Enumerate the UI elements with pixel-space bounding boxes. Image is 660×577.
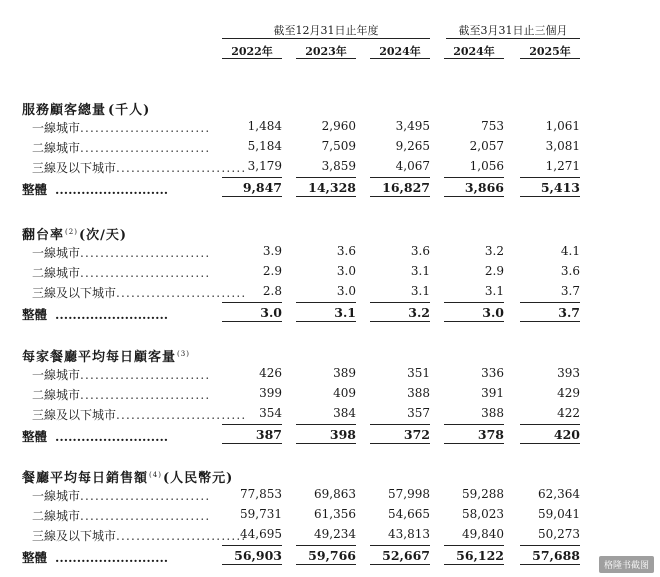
total-rule-top xyxy=(370,302,430,303)
table-cell: 58,023 xyxy=(462,507,504,521)
section-title xyxy=(22,99,150,118)
row-label xyxy=(32,527,247,544)
leader-dots: .......................... xyxy=(116,161,247,175)
row-label xyxy=(32,119,212,136)
table-cell: 351 xyxy=(407,366,430,380)
total-cell: 57,688 xyxy=(532,548,580,563)
total-rule-bottom xyxy=(444,196,504,197)
row-label-text: 一線城市 xyxy=(32,489,81,503)
table-cell: 399 xyxy=(259,386,282,400)
section-title-text: 餐廳平均每日銷售額 xyxy=(22,471,149,486)
total-label-text: 整體 xyxy=(22,182,48,197)
total-rule-bottom xyxy=(520,564,580,565)
total-rule-bottom xyxy=(370,443,430,444)
table-cell: 61,356 xyxy=(314,507,356,521)
table-cell: 49,840 xyxy=(462,527,504,541)
total-cell: 3.0 xyxy=(482,305,504,320)
table-cell: 9,265 xyxy=(395,139,430,153)
section-unit: (千人) xyxy=(108,103,151,118)
total-rule-bottom xyxy=(222,196,282,197)
table-cell: 57,998 xyxy=(388,487,430,501)
table-cell: 1,271 xyxy=(545,159,580,173)
total-rule-top xyxy=(444,177,504,178)
total-cell: 398 xyxy=(329,427,356,442)
total-label-text: 整體 xyxy=(22,307,48,322)
total-rule-bottom xyxy=(444,564,504,565)
leader-dots: .......................... xyxy=(55,182,169,197)
section-title-text: 服務顧客總量 xyxy=(22,103,107,118)
row-label xyxy=(32,386,212,403)
table-cell: 1,056 xyxy=(469,159,504,173)
total-rule-top xyxy=(520,302,580,303)
table-cell: 391 xyxy=(481,386,504,400)
leader-dots: .......................... xyxy=(55,307,169,322)
table-cell: 388 xyxy=(481,406,504,420)
table-cell: 3.1 xyxy=(484,284,504,298)
total-cell: 378 xyxy=(477,427,504,442)
table-cell: 3,081 xyxy=(545,139,580,153)
year-header-rule-2 xyxy=(370,58,430,59)
row-label-text: 三線及以下城市 xyxy=(32,286,117,300)
table-cell: 4.1 xyxy=(560,244,580,258)
total-cell: 3.1 xyxy=(334,305,356,320)
table-cell: 3.6 xyxy=(560,264,580,278)
row-label-text: 一線城市 xyxy=(32,246,81,260)
total-cell: 9,847 xyxy=(242,180,282,195)
section-unit: (次/天) xyxy=(78,228,127,243)
total-rule-top xyxy=(370,177,430,178)
year-header-rule-4 xyxy=(520,58,580,59)
table-cell: 3.1 xyxy=(410,264,430,278)
leader-dots: .......................... xyxy=(116,408,247,422)
total-cell: 3.0 xyxy=(260,305,282,320)
row-label-text: 三線及以下城市 xyxy=(32,161,117,175)
leader-dots: .......................... xyxy=(80,489,211,503)
table-cell: 336 xyxy=(481,366,504,380)
year-header-3: 2024年 xyxy=(453,45,495,58)
table-cell: 409 xyxy=(333,386,356,400)
section-title xyxy=(22,224,127,243)
section-title xyxy=(22,346,191,365)
section-unit: (人民幣元) xyxy=(162,471,234,486)
section-title-text: 每家餐廳平均每日顧客量 xyxy=(22,350,177,365)
row-label-text: 二線城市 xyxy=(32,141,81,155)
table-cell: 2.8 xyxy=(262,284,282,298)
table-cell: 3.2 xyxy=(484,244,504,258)
table-cell: 384 xyxy=(333,406,356,420)
total-rule-top xyxy=(370,545,430,546)
total-rule-top xyxy=(222,177,282,178)
table-cell: 753 xyxy=(481,119,504,133)
total-rule-bottom xyxy=(222,564,282,565)
table-cell: 3,179 xyxy=(247,159,282,173)
header-group-fiscal-year: 截至12月31日止年度 xyxy=(273,24,379,37)
total-rule-top xyxy=(444,302,504,303)
total-cell: 16,827 xyxy=(382,180,430,195)
table-cell: 5,184 xyxy=(247,139,282,153)
total-rule-bottom xyxy=(222,321,282,322)
row-label-text: 一線城市 xyxy=(32,368,81,382)
year-header-rule-3 xyxy=(444,58,504,59)
footnote-marker: (2) xyxy=(65,227,78,236)
total-rule-bottom xyxy=(520,321,580,322)
leader-dots: .......................... xyxy=(116,529,247,543)
table-cell: 59,041 xyxy=(538,507,580,521)
table-cell: 2,057 xyxy=(469,139,504,153)
row-label xyxy=(32,507,212,524)
total-cell: 420 xyxy=(553,427,580,442)
table-cell: 429 xyxy=(557,386,580,400)
total-cell: 387 xyxy=(255,427,282,442)
table-cell: 7,509 xyxy=(321,139,356,153)
row-label xyxy=(32,487,212,504)
table-cell: 69,863 xyxy=(314,487,356,501)
row-label xyxy=(32,264,212,281)
section-title-text: 翻台率 xyxy=(22,228,65,243)
section-title xyxy=(22,467,233,486)
table-cell: 62,364 xyxy=(538,487,580,501)
table-cell: 3.0 xyxy=(336,264,356,278)
table-cell: 3.9 xyxy=(262,244,282,258)
total-cell: 59,766 xyxy=(308,548,356,563)
table-cell: 44,695 xyxy=(240,527,282,541)
total-cell: 52,667 xyxy=(382,548,430,563)
table-cell: 393 xyxy=(557,366,580,380)
table-cell: 354 xyxy=(259,406,282,420)
total-rule-top xyxy=(222,302,282,303)
table-cell: 1,484 xyxy=(247,119,282,133)
total-rule-top xyxy=(222,424,282,425)
watermark-badge: 格隆书截图 xyxy=(599,556,654,573)
table-cell: 4,067 xyxy=(395,159,430,173)
table-cell: 3.6 xyxy=(336,244,356,258)
total-rule-bottom xyxy=(296,321,356,322)
table-cell: 3,859 xyxy=(321,159,356,173)
year-header-4: 2025年 xyxy=(529,45,571,58)
leader-dots: .......................... xyxy=(80,246,211,260)
leader-dots: .......................... xyxy=(80,509,211,523)
table-cell: 3.1 xyxy=(410,284,430,298)
table-cell: 2,960 xyxy=(321,119,356,133)
total-rule-top xyxy=(444,424,504,425)
table-cell: 1,061 xyxy=(545,119,580,133)
table-cell: 54,665 xyxy=(388,507,430,521)
leader-dots: .......................... xyxy=(116,286,247,300)
table-cell: 422 xyxy=(557,406,580,420)
total-cell: 3.2 xyxy=(408,305,430,320)
row-label-text: 二線城市 xyxy=(32,388,81,402)
total-rule-bottom xyxy=(520,196,580,197)
year-header-2: 2024年 xyxy=(379,45,421,58)
total-rule-top xyxy=(520,424,580,425)
header-group-rule-left xyxy=(222,38,430,39)
total-rule-top xyxy=(370,424,430,425)
total-rule-bottom xyxy=(370,564,430,565)
row-label xyxy=(32,159,247,176)
leader-dots: .......................... xyxy=(80,121,211,135)
total-rule-bottom xyxy=(520,443,580,444)
table-cell: 426 xyxy=(259,366,282,380)
leader-dots: .......................... xyxy=(80,368,211,382)
total-row-label xyxy=(22,548,212,566)
year-header-0: 2022年 xyxy=(231,45,273,58)
table-cell: 3.0 xyxy=(336,284,356,298)
total-rule-bottom xyxy=(296,196,356,197)
row-label-text: 三線及以下城市 xyxy=(32,529,117,543)
header-group-three-months: 截至3月31日止三個月 xyxy=(458,24,568,37)
row-label-text: 二線城市 xyxy=(32,509,81,523)
leader-dots: .......................... xyxy=(80,266,211,280)
table-cell: 357 xyxy=(407,406,430,420)
total-label-text: 整體 xyxy=(22,550,48,565)
total-cell: 3.7 xyxy=(558,305,580,320)
total-rule-top xyxy=(296,177,356,178)
table-cell: 3.6 xyxy=(410,244,430,258)
table-cell: 49,234 xyxy=(314,527,356,541)
footnote-marker: (3) xyxy=(177,349,190,358)
total-row-label xyxy=(22,427,212,445)
row-label xyxy=(32,139,212,156)
total-rule-bottom xyxy=(444,443,504,444)
row-label xyxy=(32,244,212,261)
row-label-text: 三線及以下城市 xyxy=(32,408,117,422)
header-group-rule-right xyxy=(446,38,580,39)
leader-dots: .......................... xyxy=(80,388,211,402)
total-rule-top xyxy=(520,545,580,546)
leader-dots: .......................... xyxy=(80,141,211,155)
total-label-text: 整體 xyxy=(22,429,48,444)
table-cell: 77,853 xyxy=(240,487,282,501)
row-label-text: 二線城市 xyxy=(32,266,81,280)
table-cell: 50,273 xyxy=(538,527,580,541)
table-cell: 2.9 xyxy=(262,264,282,278)
table-cell: 388 xyxy=(407,386,430,400)
table-cell: 2.9 xyxy=(484,264,504,278)
total-rule-bottom xyxy=(296,564,356,565)
total-cell: 5,413 xyxy=(540,180,580,195)
year-header-rule-1 xyxy=(296,58,356,59)
total-cell: 14,328 xyxy=(308,180,356,195)
table-cell: 3,495 xyxy=(395,119,430,133)
leader-dots: .......................... xyxy=(55,550,169,565)
year-header-1: 2023年 xyxy=(305,45,347,58)
total-cell: 3,866 xyxy=(464,180,504,195)
row-label xyxy=(32,406,247,423)
total-rule-top xyxy=(296,545,356,546)
total-cell: 56,122 xyxy=(456,548,504,563)
row-label-text: 一線城市 xyxy=(32,121,81,135)
total-rule-top xyxy=(296,302,356,303)
total-cell: 56,903 xyxy=(234,548,282,563)
total-rule-bottom xyxy=(370,321,430,322)
total-rule-bottom xyxy=(444,321,504,322)
total-rule-top xyxy=(296,424,356,425)
row-label xyxy=(32,284,247,301)
year-header-rule-0 xyxy=(222,58,282,59)
total-rule-top xyxy=(444,545,504,546)
total-rule-bottom xyxy=(296,443,356,444)
leader-dots: .......................... xyxy=(55,429,169,444)
total-row-label xyxy=(22,180,212,198)
total-rule-bottom xyxy=(222,443,282,444)
table-cell: 59,731 xyxy=(240,507,282,521)
table-cell: 59,288 xyxy=(462,487,504,501)
total-rule-top xyxy=(222,545,282,546)
total-row-label xyxy=(22,305,212,323)
table-cell: 3.7 xyxy=(560,284,580,298)
row-label xyxy=(32,366,212,383)
total-rule-bottom xyxy=(370,196,430,197)
total-rule-top xyxy=(520,177,580,178)
total-cell: 372 xyxy=(403,427,430,442)
table-cell: 43,813 xyxy=(388,527,430,541)
table-cell: 389 xyxy=(333,366,356,380)
footnote-marker: (4) xyxy=(149,470,162,479)
